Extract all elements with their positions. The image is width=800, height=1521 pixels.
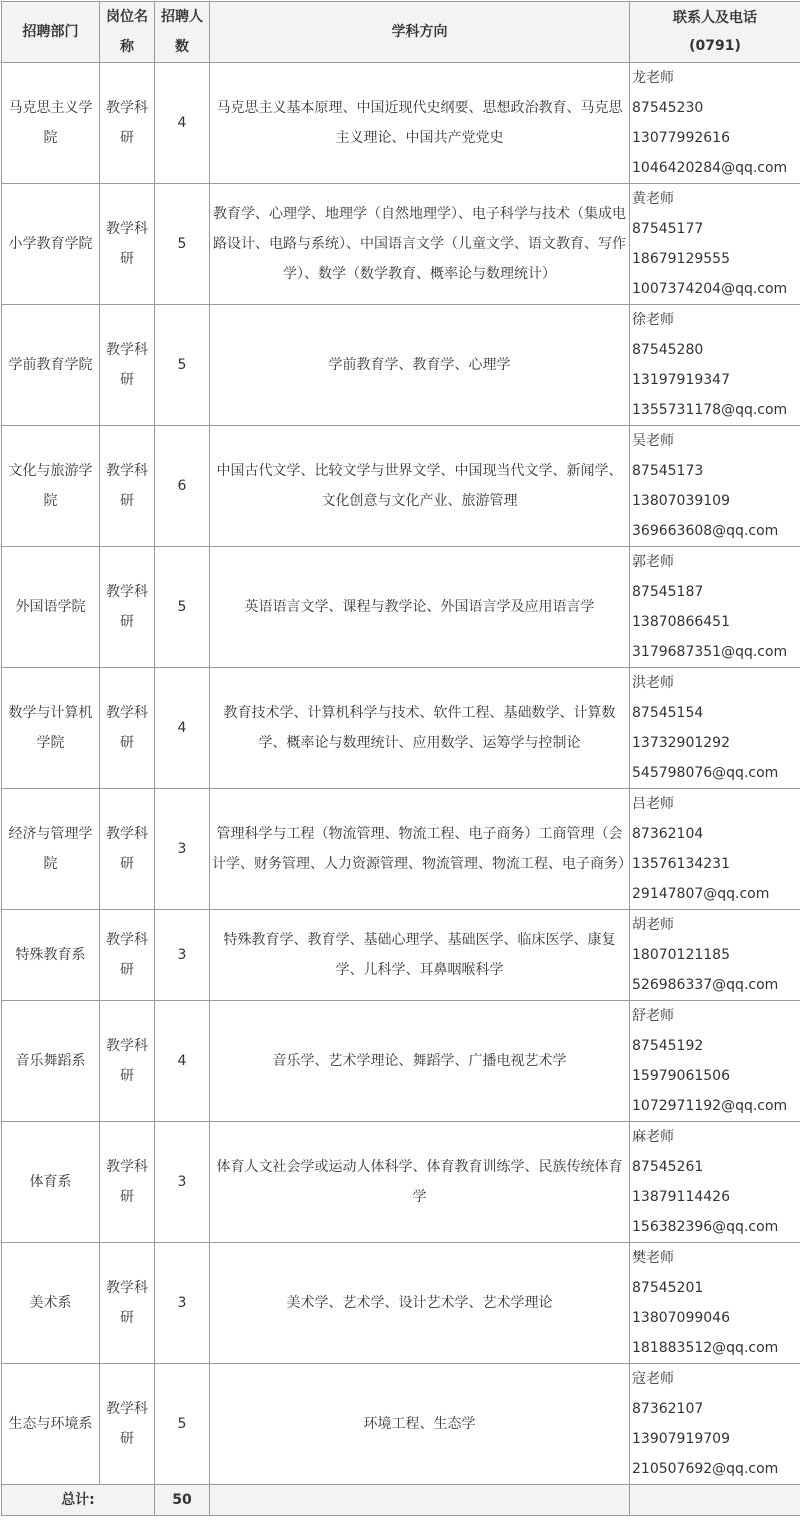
contact-person: 寇老师 [632,1364,798,1394]
contact-line: 13907919709 [632,1424,798,1454]
contact-line: 1007374204@qq.com [632,274,798,304]
contact-person: 龙老师 [632,63,798,93]
dept-cell: 生态与环境系 [2,1364,100,1485]
position-cell: 教学科研 [100,305,155,426]
header-contact-areacode: (0791) [630,32,800,60]
contact-cell [630,305,800,426]
subject-cell: 马克思主义基本原理、中国近现代史纲要、思想政治教育、马克思主义理论、中国共产党党史 [210,63,630,184]
contact-line: 13807039109 [632,486,798,516]
contact-line: 13870866451 [632,607,798,637]
count-cell: 5 [155,547,210,668]
position-cell: 教学科研 [100,1122,155,1243]
total-empty-contact [630,1485,800,1516]
count-cell: 5 [155,1364,210,1485]
total-empty-subject [210,1485,630,1516]
header-dept: 招聘部门 [2,2,100,63]
header-contact-title: 联系人及电话 [630,4,800,32]
table-footer [2,1485,800,1516]
table-row [2,184,800,305]
subject-cell: 学前教育学、教育学、心理学 [210,305,630,426]
contact-line: 3179687351@qq.com [632,637,798,667]
contact-person: 洪老师 [632,668,798,698]
contact-line: 526986337@qq.com [632,970,798,1000]
subject-cell: 管理科学与工程（物流管理、物流工程、电子商务）工商管理（会计学、财务管理、人力资源管理、物流管理、物流工程、电子商务） [210,789,630,910]
recruitment-table [1,1,800,1516]
position-cell: 教学科研 [100,1243,155,1364]
contact-cell [630,63,800,184]
header-row [2,2,800,63]
contact-cell [630,1122,800,1243]
contact-line: 87545230 [632,93,798,123]
table-row [2,1243,800,1364]
table-row [2,668,800,789]
count-cell: 3 [155,1243,210,1364]
contact-line: 87545154 [632,698,798,728]
table-row [2,1001,800,1122]
contact-line: 87545201 [632,1273,798,1303]
table-row [2,910,800,1001]
subject-cell: 美术学、艺术学、设计艺术学、艺术学理论 [210,1243,630,1364]
contact-line: 87545187 [632,577,798,607]
contact-line: 87545261 [632,1152,798,1182]
header-subject: 学科方向 [210,2,630,63]
position-cell: 教学科研 [100,668,155,789]
contact-line: 369663608@qq.com [632,516,798,546]
table-row [2,63,800,184]
contact-line: 18070121185 [632,940,798,970]
position-cell: 教学科研 [100,426,155,547]
contact-line: 1072971192@qq.com [632,1091,798,1121]
contact-line: 87362107 [632,1394,798,1424]
subject-cell: 环境工程、生态学 [210,1364,630,1485]
count-cell: 3 [155,910,210,1001]
dept-cell: 小学教育学院 [2,184,100,305]
subject-cell: 英语语言文学、课程与教学论、外国语言学及应用语言学 [210,547,630,668]
table-row [2,305,800,426]
contact-line: 18679129555 [632,244,798,274]
contact-person: 吕老师 [632,789,798,819]
position-cell: 教学科研 [100,789,155,910]
dept-cell: 特殊教育系 [2,910,100,1001]
position-cell: 教学科研 [100,63,155,184]
dept-cell: 数学与计算机学院 [2,668,100,789]
header-count: 招聘人数 [155,2,210,63]
table-row [2,789,800,910]
contact-person: 黄老师 [632,184,798,214]
dept-cell: 音乐舞蹈系 [2,1001,100,1122]
contact-line: 15979061506 [632,1061,798,1091]
table-body [2,63,800,1485]
contact-line: 545798076@qq.com [632,758,798,788]
subject-cell: 中国古代文学、比较文学与世界文学、中国现当代文学、新闻学、文化创意与文化产业、旅游管理 [210,426,630,547]
dept-cell: 体育系 [2,1122,100,1243]
position-cell: 教学科研 [100,1364,155,1485]
contact-person: 吴老师 [632,426,798,456]
count-cell: 3 [155,1122,210,1243]
count-cell: 3 [155,789,210,910]
contact-line: 13807099046 [632,1303,798,1333]
position-cell: 教学科研 [100,184,155,305]
contact-cell [630,668,800,789]
contact-person: 樊老师 [632,1243,798,1273]
total-label: 总计: [2,1485,155,1516]
dept-cell: 外国语学院 [2,547,100,668]
header-position: 岗位名称 [100,2,155,63]
table-row [2,547,800,668]
contact-line: 13197919347 [632,365,798,395]
count-cell: 4 [155,668,210,789]
count-cell: 6 [155,426,210,547]
contact-cell [630,1243,800,1364]
contact-person: 徐老师 [632,305,798,335]
header-contact [630,2,800,63]
contact-line: 13879114426 [632,1182,798,1212]
contact-cell [630,1001,800,1122]
contact-cell [630,547,800,668]
count-cell: 5 [155,184,210,305]
contact-cell [630,184,800,305]
count-cell: 5 [155,305,210,426]
total-row [2,1485,800,1516]
contact-line: 87545177 [632,214,798,244]
total-value: 50 [155,1485,210,1516]
contact-line: 13576134231 [632,849,798,879]
contact-cell [630,789,800,910]
position-cell: 教学科研 [100,910,155,1001]
contact-line: 87362104 [632,819,798,849]
dept-cell: 美术系 [2,1243,100,1364]
contact-person: 胡老师 [632,910,798,940]
contact-line: 156382396@qq.com [632,1212,798,1242]
contact-line: 29147807@qq.com [632,879,798,909]
contact-line: 1355731178@qq.com [632,395,798,425]
count-cell: 4 [155,63,210,184]
subject-cell: 教育技术学、计算机科学与技术、软件工程、基础数学、计算数学、概率论与数理统计、应用数学、运筹学与控制论 [210,668,630,789]
contact-line: 181883512@qq.com [632,1333,798,1363]
subject-cell: 体育人文社会学或运动人体科学、体育教育训练学、民族传统体育学 [210,1122,630,1243]
contact-line: 87545280 [632,335,798,365]
position-cell: 教学科研 [100,1001,155,1122]
contact-line: 1046420284@qq.com [632,153,798,183]
table-row [2,1364,800,1485]
contact-person: 麻老师 [632,1122,798,1152]
contact-cell [630,426,800,547]
dept-cell: 马克思主义学院 [2,63,100,184]
dept-cell: 文化与旅游学院 [2,426,100,547]
dept-cell: 经济与管理学院 [2,789,100,910]
dept-cell: 学前教育学院 [2,305,100,426]
table-row [2,426,800,547]
table-row [2,1122,800,1243]
contact-line: 13077992616 [632,123,798,153]
contact-line: 13732901292 [632,728,798,758]
table-header [2,2,800,63]
contact-cell [630,910,800,1001]
contact-cell [630,1364,800,1485]
subject-cell: 特殊教育学、教育学、基础心理学、基础医学、临床医学、康复学、儿科学、耳鼻咽喉科学 [210,910,630,1001]
count-cell: 4 [155,1001,210,1122]
contact-line: 87545192 [632,1031,798,1061]
subject-cell: 音乐学、艺术学理论、舞蹈学、广播电视艺术学 [210,1001,630,1122]
contact-person: 舒老师 [632,1001,798,1031]
contact-line: 210507692@qq.com [632,1454,798,1484]
subject-cell: 教育学、心理学、地理学（自然地理学）、电子科学与技术（集成电路设计、电路与系统）、中国语言文学（儿童文学、语文教育、写作学）、数学（数学教育、概率论与数理统计） [210,184,630,305]
contact-line: 87545173 [632,456,798,486]
contact-person: 郭老师 [632,547,798,577]
position-cell: 教学科研 [100,547,155,668]
